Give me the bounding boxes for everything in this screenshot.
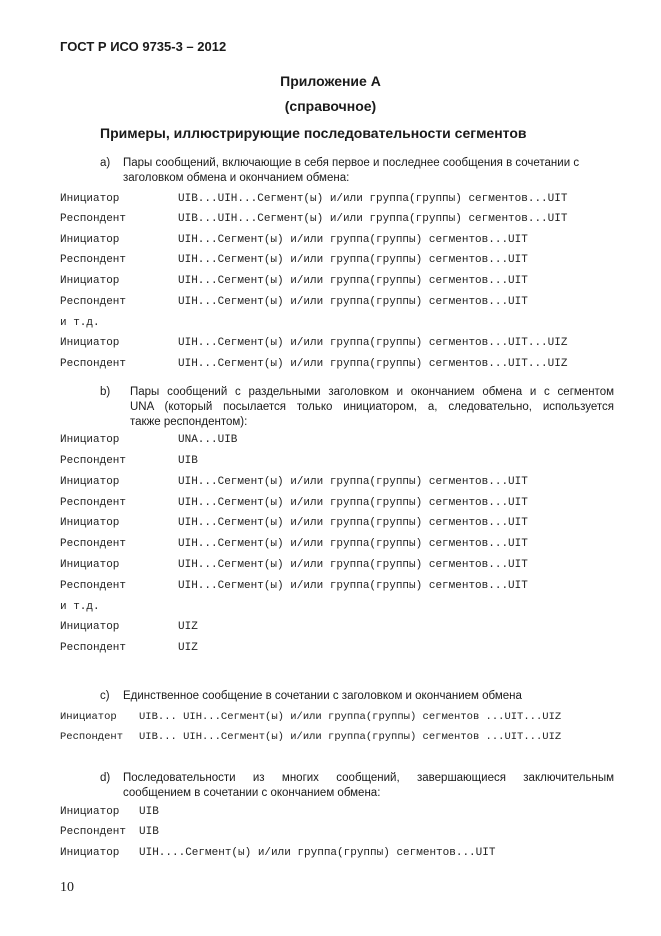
section-a-label: a) xyxy=(100,157,111,169)
row-sequence: UIH...Сегмент(ы) и/или группа(группы) сегментов...UIT...UIZ xyxy=(178,358,568,370)
row-role: Респондент xyxy=(60,731,124,743)
page-number: 10 xyxy=(60,880,74,895)
row-role: Респондент xyxy=(60,580,127,592)
row-sequence: UIB... UIH...Сегмент(ы) и/или группа(группы) сегментов ...UIT...UIZ xyxy=(139,711,562,723)
row-sequence: UIB...UIH...Сегмент(ы) и/или группа(группы) сегментов...UIT xyxy=(178,213,568,225)
row-role: Респондент xyxy=(60,213,127,225)
row-sequence: UIH....Сегмент(ы) и/или группа(группы) сегментов...UIT xyxy=(139,847,496,859)
row-role: Инициатор xyxy=(60,806,120,818)
section-b-text-line3: также респондентом): xyxy=(130,416,248,428)
row-sequence: UIH...Сегмент(ы) и/или группа(группы) сегментов...UIT xyxy=(178,275,528,287)
document-id: ГОСТ Р ИСО 9735-3 – 2012 xyxy=(60,39,227,54)
row-sequence: UNA...UIB xyxy=(178,434,238,446)
section-d-label: d) xyxy=(100,772,111,784)
section-b-text-line1: Пары сообщений с раздельными заголовком и окончанием обмена и с сегментом xyxy=(130,386,614,398)
row-sequence: UIH...Сегмент(ы) и/или группа(группы) сегментов...UIT...UIZ xyxy=(178,337,568,349)
annex-title: Приложение А xyxy=(280,73,381,89)
row-role: и т.д. xyxy=(60,317,100,329)
row-role: Респондент xyxy=(60,358,127,370)
section-d-text-line1: Последовательности из многих сообщений, завершающиеся заключительным xyxy=(123,772,614,784)
row-role: Респондент xyxy=(60,826,127,838)
row-sequence: UIH...Сегмент(ы) и/или группа(группы) сегментов...UIT xyxy=(178,517,528,529)
row-sequence: UIB xyxy=(139,806,159,818)
row-role: Респондент xyxy=(60,538,127,550)
row-sequence: UIH...Сегмент(ы) и/или группа(группы) сегментов...UIT xyxy=(178,234,528,246)
section-a-text-line2: заголовком обмена и окончанием обмена: xyxy=(123,172,350,184)
row-role: Инициатор xyxy=(60,711,117,723)
row-role: Инициатор xyxy=(60,476,120,488)
section-c-label: c) xyxy=(100,690,110,702)
row-sequence: UIB...UIH...Сегмент(ы) и/или группа(группы) сегментов...UIT xyxy=(178,193,568,205)
row-role: Инициатор xyxy=(60,847,120,859)
row-role: Респондент xyxy=(60,254,127,266)
row-sequence: UIH...Сегмент(ы) и/или группа(группы) сегментов...UIT xyxy=(178,497,528,509)
row-sequence: UIH...Сегмент(ы) и/или группа(группы) сегментов...UIT xyxy=(178,580,528,592)
row-sequence: UIH...Сегмент(ы) и/или группа(группы) сегментов...UIT xyxy=(178,559,528,571)
section-c-text: Единственное сообщение в сочетании с заголовком и окончанием обмена xyxy=(123,690,522,702)
row-sequence: UIB... UIH...Сегмент(ы) и/или группа(группы) сегментов ...UIT...UIZ xyxy=(139,731,562,743)
row-role: Инициатор xyxy=(60,337,120,349)
row-role: Респондент xyxy=(60,642,127,654)
section-a-text-line1: Пары сообщений, включающие в себя первое и последнее сообщения в сочетании с xyxy=(123,157,580,169)
row-sequence: UIZ xyxy=(178,642,198,654)
annex-heading: Примеры, иллюстрирующие последовательности сегментов xyxy=(100,125,527,141)
row-role: Инициатор xyxy=(60,559,120,571)
section-b-text-line2: UNA (который посылается только инициатором, а, следовательно, используется xyxy=(130,401,614,413)
row-role: Инициатор xyxy=(60,275,120,287)
row-role: Инициатор xyxy=(60,621,120,633)
row-role: Инициатор xyxy=(60,517,120,529)
section-b-label: b) xyxy=(100,386,111,398)
row-sequence: UIZ xyxy=(178,621,198,633)
annex-subtitle: (справочное) xyxy=(284,98,377,114)
row-role: Инициатор xyxy=(60,193,120,205)
row-role: Респондент xyxy=(60,497,127,509)
row-role: Респондент xyxy=(60,455,127,467)
row-sequence: UIB xyxy=(139,826,159,838)
row-sequence: UIH...Сегмент(ы) и/или группа(группы) сегментов...UIT xyxy=(178,296,528,308)
row-role: и т.д. xyxy=(60,601,100,613)
row-sequence: UIH...Сегмент(ы) и/или группа(группы) сегментов...UIT xyxy=(178,254,528,266)
row-sequence: UIH...Сегмент(ы) и/или группа(группы) сегментов...UIT xyxy=(178,538,528,550)
row-role: Респондент xyxy=(60,296,127,308)
row-role: Инициатор xyxy=(60,234,120,246)
section-d-text-line2: сообщением в сочетании с окончанием обмена: xyxy=(123,787,381,799)
row-sequence: UIH...Сегмент(ы) и/или группа(группы) сегментов...UIT xyxy=(178,476,528,488)
row-sequence: UIB xyxy=(178,455,198,467)
row-role: Инициатор xyxy=(60,434,120,446)
